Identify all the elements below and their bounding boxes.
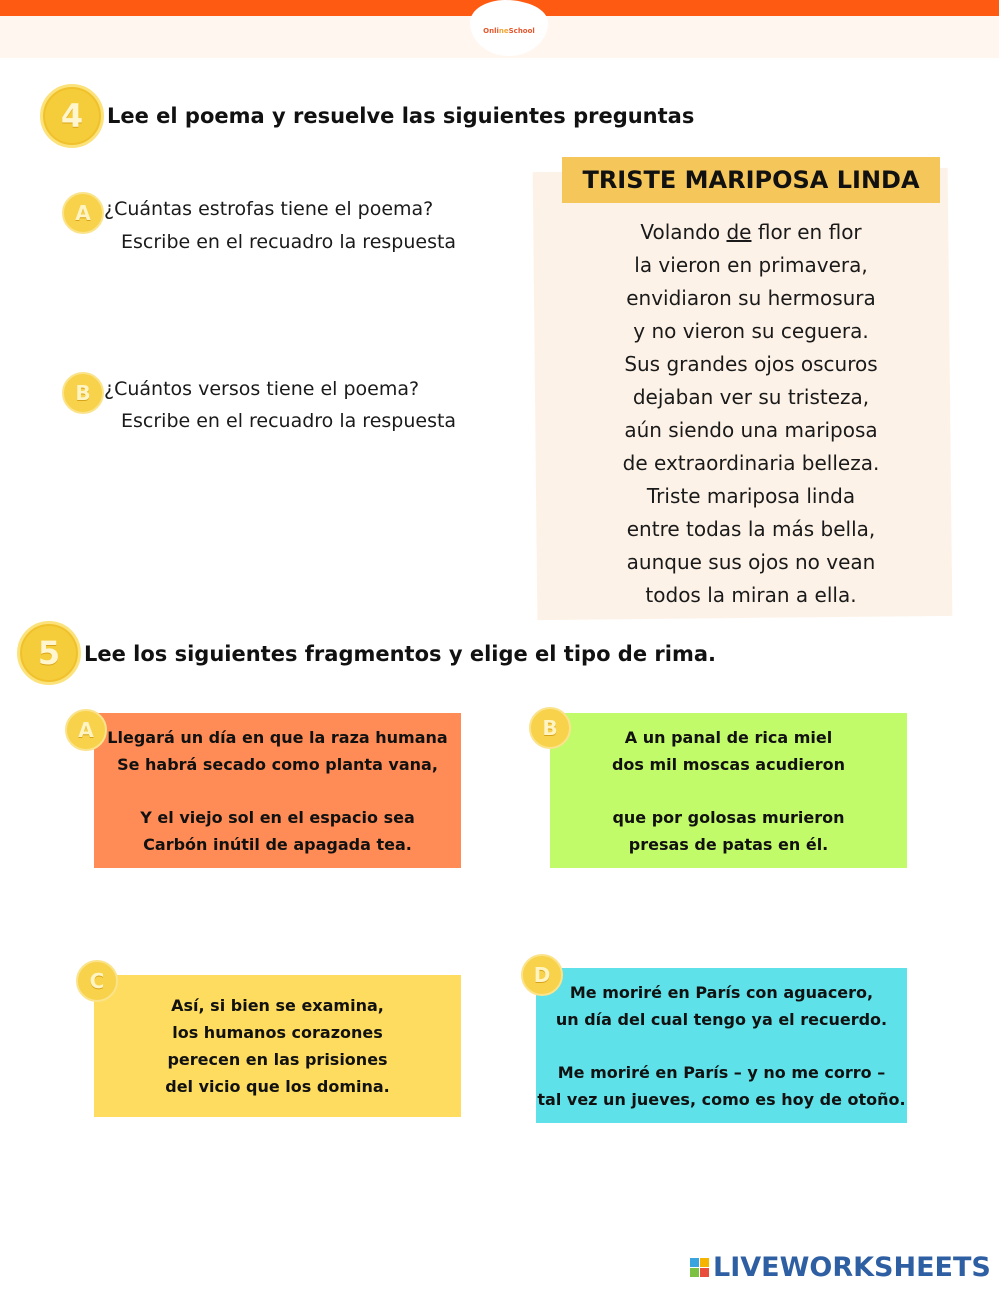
question-a-badge: A — [62, 192, 104, 234]
poem-line: entre todas la más bella, — [626, 517, 876, 541]
fragment-line: los humanos corazones — [172, 1023, 383, 1042]
liveworksheets-brand: LIVEWORKSHEETS — [713, 1251, 991, 1283]
poem-line: dejaban ver su tristeza, — [632, 385, 870, 409]
fragment-line: Llegará un día en que la raza humana — [107, 727, 448, 747]
poem-line: todos la miran a ella. — [645, 583, 857, 607]
section-4-title: Lee el poema y resuelve las siguientes preguntas — [107, 104, 695, 128]
fragment-line: presas de patas en él. — [628, 834, 829, 854]
fragment-line: del vicio que los domina. — [165, 1077, 390, 1096]
section-5-number-badge: 5 — [17, 621, 81, 685]
fragment-d-card — [536, 968, 907, 1123]
fragment-line: Carbón inútil de apagada tea. — [143, 834, 412, 854]
fragment-line: dos mil moscas acudieron — [611, 754, 846, 774]
fragment-line: Se habrá secado como planta vana, — [117, 754, 438, 774]
poem-line: aunque sus ojos no vean — [626, 550, 876, 574]
section-5-title: Lee los siguientes fragmentos y elige el tipo de rima. — [84, 642, 716, 666]
poem-title: TRISTE MARIPOSA LINDA — [562, 157, 940, 203]
fragment-line: tal vez un jueves, como es hoy de otoño. — [537, 1089, 906, 1109]
poem-line: de extraordinaria belleza. — [622, 451, 880, 475]
fragment-line: Me moriré en París con aguacero, — [569, 982, 874, 1002]
fragment-c-card — [94, 975, 461, 1117]
question-a-instruction: Escribe en el recuadro la respuesta — [121, 231, 457, 253]
fragment-b-card — [550, 713, 907, 868]
question-b-instruction: Escribe en el recuadro la respuesta — [121, 410, 457, 432]
poem-line: Triste mariposa linda — [646, 484, 856, 508]
fragment-a-card — [94, 713, 461, 868]
poem-line: la vieron en primavera, — [634, 253, 868, 277]
section-4-number-badge: 4 — [40, 84, 104, 148]
fragment-b-badge: B — [529, 707, 571, 749]
fragment-a-badge: A — [65, 709, 107, 751]
poem-line: aún siendo una mariposa — [624, 418, 878, 442]
fragment-line: que por golosas murieron — [612, 807, 845, 827]
poem-line: Sus grandes ojos oscuros — [624, 352, 878, 376]
poem-line: envidiaron su hermosura — [626, 286, 876, 310]
poem-text — [552, 216, 950, 612]
question-b-text: ¿Cuántos versos tiene el poema? — [104, 378, 420, 400]
fragment-c-badge: C — [76, 960, 118, 1002]
fragment-line: Y el viejo sol en el espacio sea — [140, 807, 415, 827]
fragment-line: A un panal de rica miel — [624, 727, 833, 747]
liveworksheets-icon — [690, 1258, 709, 1277]
fragment-line: Me moriré en París – y no me corro – — [557, 1062, 886, 1082]
question-a-text: ¿Cuántas estrofas tiene el poema? — [104, 198, 434, 220]
poem-line: y no vieron su ceguera. — [633, 319, 869, 343]
fragment-d-badge: D — [521, 954, 563, 996]
fragment-line: un día del cual tengo ya el recuerdo. — [555, 1009, 888, 1029]
poem-line: Volando de flor en flor — [640, 220, 862, 244]
question-b-badge: B — [62, 372, 104, 414]
fragment-line: perecen en las prisiones — [167, 1050, 388, 1069]
liveworksheets-logo — [690, 1250, 991, 1284]
fragment-line: Así, si bien se examina, — [171, 996, 384, 1015]
school-logo-text: OnlineSchool — [483, 27, 535, 35]
